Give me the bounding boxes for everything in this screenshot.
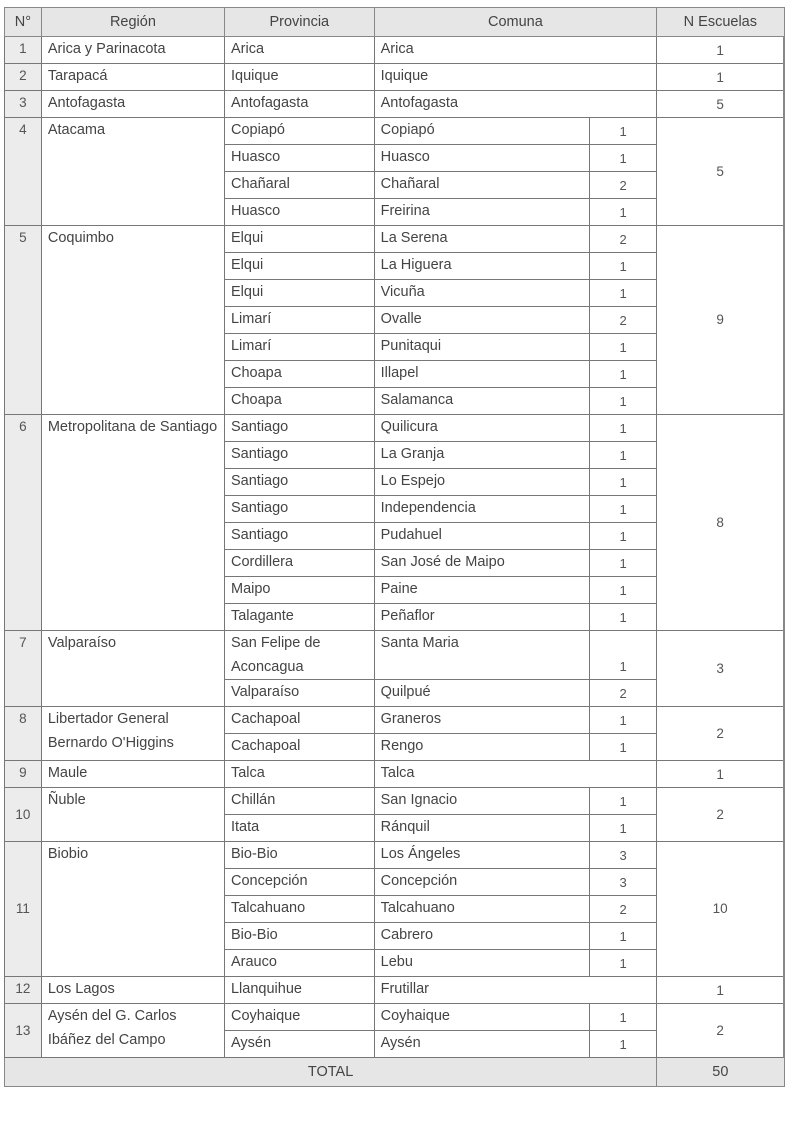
provincia-cell: Chañaral [224, 172, 374, 199]
provincia-cell: Antofagasta [224, 91, 374, 118]
region-total: 5 [657, 118, 784, 226]
comuna-count: 1 [590, 442, 657, 469]
table-row [5, 842, 785, 869]
header-escuelas: N Escuelas [657, 8, 784, 37]
region-name: Los Lagos [41, 977, 224, 1004]
comuna-cell: La Higuera [374, 253, 590, 280]
comuna-count: 2 [590, 680, 657, 707]
comuna-cell: Pudahuel [374, 523, 590, 550]
comuna-cell: Frutillar [374, 977, 657, 1004]
comuna-cell: Ránquil [374, 815, 590, 842]
comuna-cell: Rengo [374, 734, 590, 761]
comuna-cell: Aysén [374, 1031, 590, 1058]
region-name: Metropolitana de Santiago [41, 415, 224, 631]
region-name: Tarapacá [41, 64, 224, 91]
region-name: Ñuble [41, 788, 224, 842]
provincia-cell: Choapa [224, 361, 374, 388]
comuna-count: 1 [590, 469, 657, 496]
provincia-cell: Iquique [224, 64, 374, 91]
comuna-cell: Salamanca [374, 388, 590, 415]
header-row [5, 8, 785, 37]
provincia-cell: Bio-Bio [224, 842, 374, 869]
region-number: 9 [5, 761, 42, 788]
table-row [5, 977, 785, 1004]
provincia-cell: Talca [224, 761, 374, 788]
region-name: Antofagasta [41, 91, 224, 118]
region-number: 2 [5, 64, 42, 91]
provincia-cell: Elqui [224, 280, 374, 307]
provincia-cell: Cachapoal [224, 734, 374, 761]
comuna-cell: Arica [374, 37, 657, 64]
header-provincia: Provincia [224, 8, 374, 37]
provincia-cell: Limarí [224, 307, 374, 334]
comuna-cell: Vicuña [374, 280, 590, 307]
comuna-count: 2 [590, 226, 657, 253]
provincia-cell: Santiago [224, 442, 374, 469]
comuna-count: 2 [590, 172, 657, 199]
comuna-cell: Quilpué [374, 680, 590, 707]
provincia-cell: Cachapoal [224, 707, 374, 734]
comuna-cell: Punitaqui [374, 334, 590, 361]
provincia-cell: Coyhaique [224, 1004, 374, 1031]
region-number: 8 [5, 707, 42, 761]
comuna-count: 2 [590, 307, 657, 334]
total-row [5, 1058, 785, 1087]
comuna-cell: Graneros [374, 707, 590, 734]
comuna-count: 1 [590, 950, 657, 977]
region-number: 13 [5, 1004, 42, 1058]
table-row [5, 631, 785, 680]
header-region: Región [41, 8, 224, 37]
region-name: Valparaíso [41, 631, 224, 707]
comuna-cell: San Ignacio [374, 788, 590, 815]
total-label: TOTAL [5, 1058, 657, 1087]
region-number: 10 [5, 788, 42, 842]
provincia-cell: Bio-Bio [224, 923, 374, 950]
region-total: 10 [657, 842, 784, 977]
comuna-count: 1 [590, 145, 657, 172]
region-total: 5 [657, 91, 784, 118]
comuna-cell: Independencia [374, 496, 590, 523]
comuna-count: 1 [590, 334, 657, 361]
region-number: 7 [5, 631, 42, 707]
provincia-cell: Santiago [224, 523, 374, 550]
provincia-cell: Itata [224, 815, 374, 842]
region-total: 2 [657, 788, 784, 842]
comuna-count: 1 [590, 523, 657, 550]
comuna-count: 1 [590, 923, 657, 950]
provincia-cell: Santiago [224, 415, 374, 442]
comuna-count: 2 [590, 896, 657, 923]
comuna-count: 1 [590, 118, 657, 145]
provincia-cell: Chillán [224, 788, 374, 815]
comuna-count: 1 [590, 280, 657, 307]
region-name: Maule [41, 761, 224, 788]
region-number: 5 [5, 226, 42, 415]
header-n: N° [5, 8, 42, 37]
region-name: Arica y Parinacota [41, 37, 224, 64]
comuna-cell: Talca [374, 761, 657, 788]
comuna-cell: Santa Maria [374, 631, 590, 680]
total-value: 50 [657, 1058, 784, 1087]
schools-table [4, 7, 785, 1087]
provincia-cell: Cordillera [224, 550, 374, 577]
region-total: 1 [657, 977, 784, 1004]
provincia-cell: Limarí [224, 334, 374, 361]
table-row [5, 707, 785, 734]
comuna-cell: La Serena [374, 226, 590, 253]
comuna-cell: Copiapó [374, 118, 590, 145]
table-row [5, 226, 785, 253]
comuna-count: 1 [590, 707, 657, 734]
comuna-cell: Quilicura [374, 415, 590, 442]
comuna-count: 1 [590, 253, 657, 280]
region-number: 3 [5, 91, 42, 118]
provincia-cell: San Felipe de Aconcagua [224, 631, 374, 680]
provincia-cell: Maipo [224, 577, 374, 604]
comuna-count: 1 [590, 734, 657, 761]
region-total: 9 [657, 226, 784, 415]
region-total: 1 [657, 761, 784, 788]
comuna-cell: Talcahuano [374, 896, 590, 923]
comuna-count: 1 [590, 388, 657, 415]
comuna-count: 1 [590, 496, 657, 523]
table-row [5, 64, 785, 91]
provincia-cell: Elqui [224, 253, 374, 280]
comuna-cell: San José de Maipo [374, 550, 590, 577]
comuna-cell: Los Ángeles [374, 842, 590, 869]
comuna-count: 1 [590, 788, 657, 815]
table-row [5, 761, 785, 788]
provincia-cell: Concepción [224, 869, 374, 896]
region-total: 2 [657, 707, 784, 761]
comuna-cell: Iquique [374, 64, 657, 91]
provincia-cell: Valparaíso [224, 680, 374, 707]
comuna-cell: Peñaflor [374, 604, 590, 631]
comuna-cell: Antofagasta [374, 91, 657, 118]
table-row [5, 37, 785, 64]
provincia-cell: Elqui [224, 226, 374, 253]
region-number: 4 [5, 118, 42, 226]
comuna-count: 1 [590, 604, 657, 631]
table-body [5, 37, 785, 1058]
comuna-count: 1 [590, 631, 657, 680]
comuna-cell: Freirina [374, 199, 590, 226]
provincia-cell: Aysén [224, 1031, 374, 1058]
comuna-count: 1 [590, 550, 657, 577]
comuna-cell: Coyhaique [374, 1004, 590, 1031]
comuna-cell: Concepción [374, 869, 590, 896]
provincia-cell: Talagante [224, 604, 374, 631]
table-row [5, 415, 785, 442]
region-number: 1 [5, 37, 42, 64]
region-name: Atacama [41, 118, 224, 226]
table-row [5, 1004, 785, 1031]
provincia-cell: Arauco [224, 950, 374, 977]
region-number: 12 [5, 977, 42, 1004]
comuna-cell: La Granja [374, 442, 590, 469]
provincia-cell: Santiago [224, 469, 374, 496]
region-total: 1 [657, 37, 784, 64]
comuna-cell: Paine [374, 577, 590, 604]
comuna-count: 3 [590, 842, 657, 869]
provincia-cell: Llanquihue [224, 977, 374, 1004]
region-total: 8 [657, 415, 784, 631]
comuna-cell: Huasco [374, 145, 590, 172]
region-total: 3 [657, 631, 784, 707]
provincia-cell: Huasco [224, 199, 374, 226]
comuna-count: 1 [590, 199, 657, 226]
comuna-cell: Lo Espejo [374, 469, 590, 496]
region-name: Biobio [41, 842, 224, 977]
table-row [5, 91, 785, 118]
provincia-cell: Huasco [224, 145, 374, 172]
header-comuna: Comuna [374, 8, 657, 37]
comuna-count: 1 [590, 577, 657, 604]
region-name: Libertador General Bernardo O'Higgins [41, 707, 224, 761]
provincia-cell: Choapa [224, 388, 374, 415]
comuna-count: 1 [590, 1031, 657, 1058]
table-row [5, 788, 785, 815]
region-name: Aysén del G. Carlos Ibáñez del Campo [41, 1004, 224, 1058]
comuna-cell: Illapel [374, 361, 590, 388]
comuna-cell: Chañaral [374, 172, 590, 199]
comuna-cell: Lebu [374, 950, 590, 977]
comuna-count: 1 [590, 1004, 657, 1031]
provincia-cell: Talcahuano [224, 896, 374, 923]
comuna-count: 3 [590, 869, 657, 896]
region-total: 2 [657, 1004, 784, 1058]
region-number: 11 [5, 842, 42, 977]
region-name: Coquimbo [41, 226, 224, 415]
comuna-cell: Cabrero [374, 923, 590, 950]
comuna-cell: Ovalle [374, 307, 590, 334]
comuna-count: 1 [590, 361, 657, 388]
region-total: 1 [657, 64, 784, 91]
comuna-count: 1 [590, 815, 657, 842]
provincia-cell: Arica [224, 37, 374, 64]
provincia-cell: Copiapó [224, 118, 374, 145]
region-number: 6 [5, 415, 42, 631]
comuna-count: 1 [590, 415, 657, 442]
table-row [5, 118, 785, 145]
provincia-cell: Santiago [224, 496, 374, 523]
